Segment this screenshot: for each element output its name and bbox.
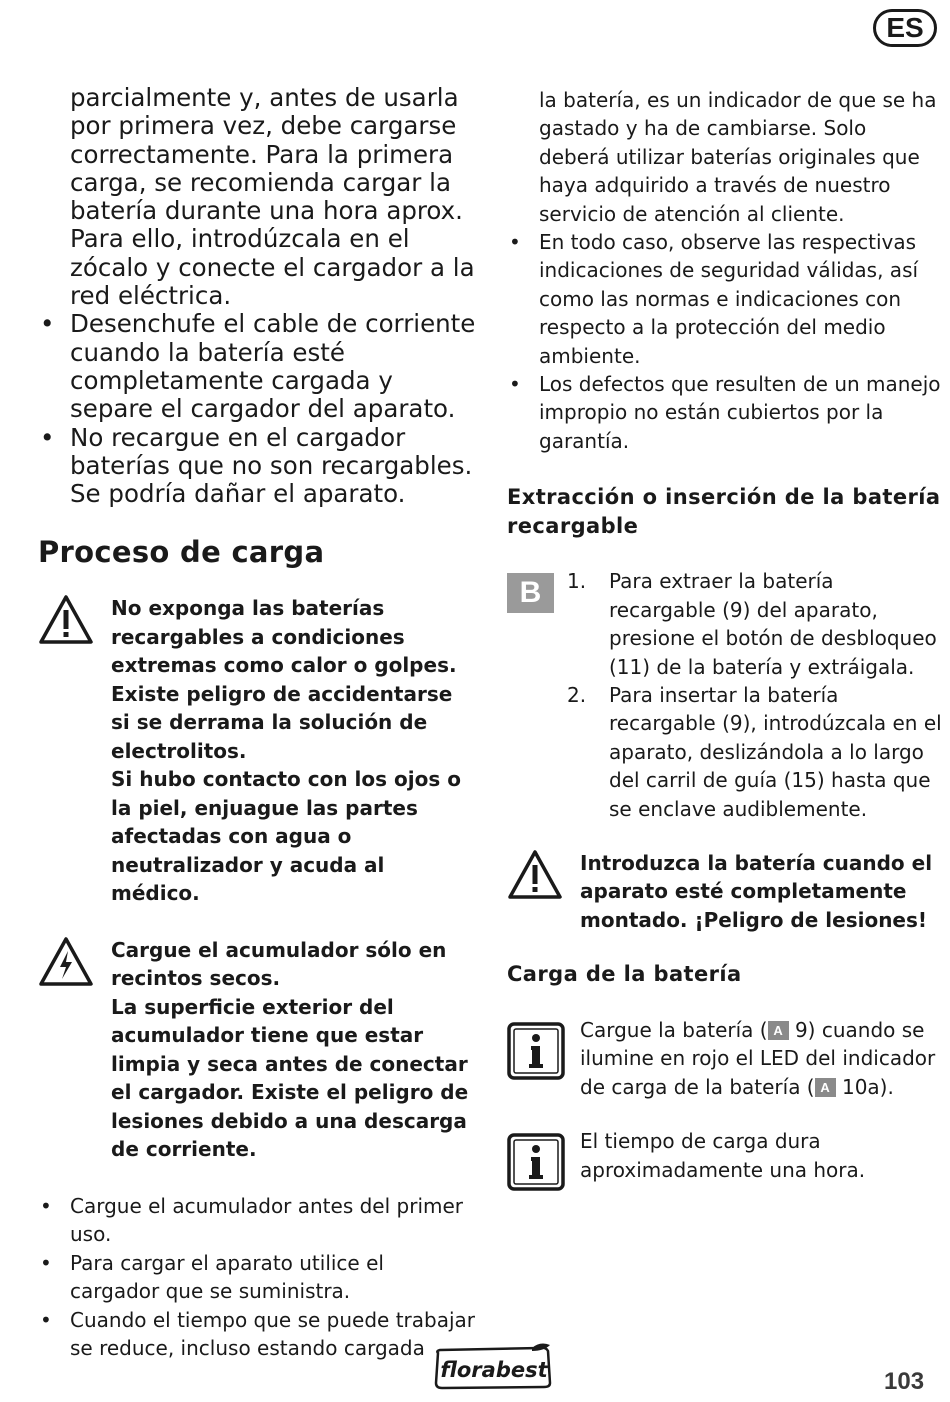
bullet-list-right xyxy=(507,228,943,455)
steps-block xyxy=(507,567,943,823)
figure-ref-a: A xyxy=(815,1078,836,1097)
list-item: • Desenchufe el cable de corriente cuando la batería esté completamente cargada y separe el cargador del aparato. xyxy=(38,310,478,423)
list-item: • Los defectos que resulten de un manejo impropio no están cubiertos por la garantía. xyxy=(507,370,943,455)
language-badge: ES xyxy=(873,9,937,47)
bullet-list-top xyxy=(38,310,478,508)
info-text: El tiempo de carga dura aproximadamente una hora. xyxy=(580,1129,866,1182)
electric-hazard-icon xyxy=(38,936,94,992)
warning-text: Cargue el acumulador sólo en recintos secos. xyxy=(111,937,447,991)
info-text-part: Cargue la batería ( xyxy=(580,1017,768,1042)
section-title: Proceso de carga xyxy=(38,535,325,570)
step-number: 2. xyxy=(567,682,587,707)
step-text: Para extraer la batería recargable (9) del aparato, presione el botón de desbloqueo (11) de la batería y extráigala. xyxy=(609,569,937,679)
page-number: 103 xyxy=(884,1368,925,1395)
warning-text: Introduzca la batería cuando el aparato esté completamente montado. ¡Peligro de lesiones! xyxy=(580,850,933,932)
info-text xyxy=(580,1016,943,1101)
warning-text: Si hubo contacto con los ojos o la piel, enjuague las partes afectadas con agua o neutralizador y acuda al médico. xyxy=(111,767,461,906)
logo-text: florabest xyxy=(440,1358,548,1382)
subsection-title-removal: Extracción o inserción de la batería recargable xyxy=(507,485,941,538)
warning-text: No exponga las baterías recargables a condiciones extremas como calor o golpes. Existe peligro de accidentarse si se derrama la solución de electrolitos. xyxy=(111,596,457,763)
info-icon xyxy=(507,1133,565,1191)
figure-ref-a: A xyxy=(768,1021,789,1040)
step-number: 1. xyxy=(567,569,587,594)
list-item xyxy=(567,567,943,681)
warning-text: La superficie exterior del acumulador tiene que estar limpia y seca antes de conectar el cargador. Existe el peligro de lesiones debido a una descarga de corriente. xyxy=(111,994,469,1162)
list-item: • Cuando el tiempo que se puede trabajar se reduce, incluso estando cargada xyxy=(38,1306,478,1363)
figure-ref-badge: B xyxy=(507,573,554,613)
warning-triangle-icon xyxy=(38,594,94,650)
list-item: • Cargue el acumulador antes del primer uso. xyxy=(38,1192,478,1249)
list-item: • No recargue en el cargador baterías que no son recargables. Se podría dañar el aparato. xyxy=(38,424,478,509)
warning-triangle-icon xyxy=(507,849,563,905)
subsection-title-charging: Carga de la batería xyxy=(507,962,742,987)
continuation-paragraph: la batería, es un indicador de que se ha gastado y ha de cambiarse. Solo deberá utilizar baterías originales que haya adquirido a través de nuestro servicio de atención al cliente. xyxy=(539,88,937,226)
info-block-2 xyxy=(507,1127,943,1184)
steps-list xyxy=(567,567,943,823)
info-block-1 xyxy=(507,1016,943,1101)
left-column xyxy=(38,84,478,1362)
right-column xyxy=(507,86,943,1184)
intro-paragraph: parcialmente y, antes de usarla por primera vez, debe cargarse correctamente. Para la primera carga, se recomienda cargar la batería durante una hora aprox. Para ello, introdúzcala en el zócalo y conecte el cargador a la red eléctrica. xyxy=(70,83,475,311)
warning-block-2 xyxy=(38,936,478,1164)
info-icon xyxy=(507,1022,565,1080)
warning-block-1 xyxy=(38,594,478,908)
list-item: • Para cargar el aparato utilice el cargador que se suministra. xyxy=(38,1249,478,1306)
list-item: • En todo caso, observe las respectivas indicaciones de seguridad válidas, así como las normas e indicaciones con respecto a la protección del medio ambiente. xyxy=(507,228,943,370)
info-text-part: 9) cuando se ilumine en rojo el LED del indicador de carga de la batería ( xyxy=(580,1017,936,1099)
info-text-part: 10a). xyxy=(835,1074,894,1099)
warning-block-3 xyxy=(507,849,943,935)
list-item xyxy=(567,681,943,823)
step-text: Para insertar la batería recargable (9), introdúzcala en el aparato, deslizándola a lo largo del carril de guía (15) hasta que se enclave audiblemente. xyxy=(609,682,942,821)
bullet-list-bottom xyxy=(38,1192,478,1362)
brand-logo xyxy=(432,1343,556,1391)
